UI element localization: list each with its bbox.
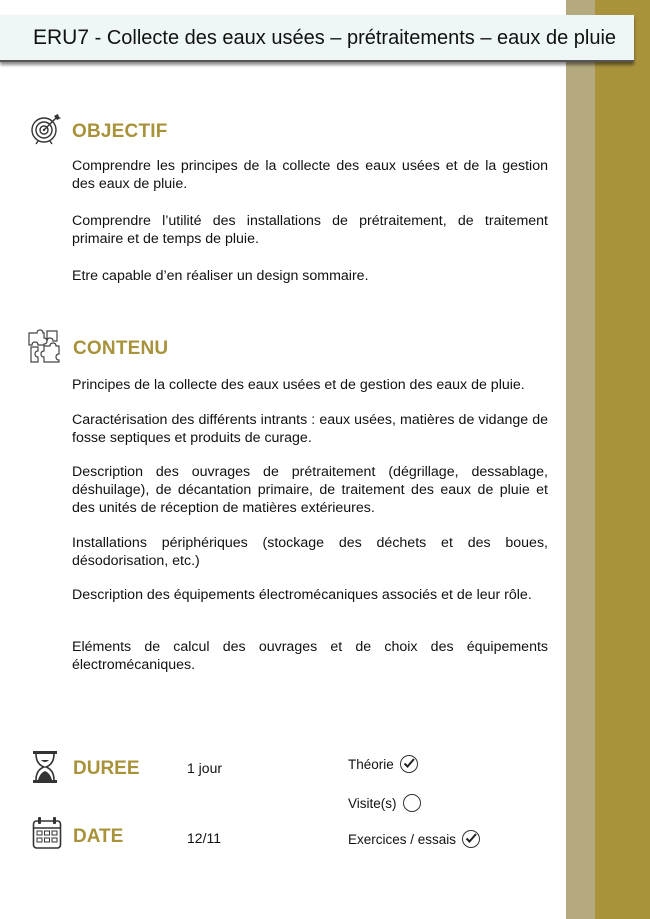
contenu-paragraph-3: Description des ouvrages de prétraitement (dégrillage, dessablage, déshuilage), de décantation primaire, de traitement des eaux de pluie et des unités de réception de matières extérieures. — [72, 464, 548, 516]
contenu-paragraph-6: Eléments de calcul des ouvrages et de choix des équipements électromécaniques. — [72, 639, 548, 673]
check-row-theorie — [348, 755, 418, 773]
check-row-exercices — [348, 830, 480, 848]
calendar-icon — [32, 816, 64, 848]
contenu-heading: CONTENU — [73, 338, 169, 359]
target-icon — [30, 113, 62, 145]
page-header — [0, 15, 634, 62]
duree-label: DUREE — [73, 758, 140, 779]
check-label-theorie: Théorie — [348, 756, 394, 772]
contenu-paragraph-4: Installations périphériques (stockage des déchets et des boues, désodorisation, etc.) — [72, 535, 548, 569]
course-title: Collecte des eaux usées – prétraitements – eaux de pluie — [106, 27, 617, 49]
hourglass-icon — [32, 750, 64, 782]
contenu-paragraph-1: Principes de la collecte des eaux usées et de gestion des eaux de pluie. — [72, 377, 525, 393]
objectif-paragraph-1: Comprendre les principes de la collecte des eaux usées et de la gestion des eaux de pluie. — [72, 158, 548, 192]
check-theorie-icon[interactable] — [400, 755, 418, 773]
check-exercices-icon[interactable] — [462, 830, 480, 848]
check-label-exercices: Exercices / essais — [348, 831, 457, 847]
title-separator: - — [89, 27, 107, 49]
course-code: ERU7 — [33, 26, 90, 49]
contenu-paragraph-5: Description des équipements électromécaniques associés et de leur rôle. — [72, 587, 532, 603]
date-value: 12/11 — [187, 830, 221, 846]
duree-value: 1 jour — [187, 760, 223, 776]
objectif-heading: OBJECTIF — [72, 121, 168, 142]
check-row-visites — [348, 794, 421, 812]
objectif-paragraph-3: Etre capable d’en réaliser un design sommaire. — [72, 268, 369, 284]
page-title — [33, 26, 616, 50]
date-label: DATE — [73, 826, 124, 847]
side-band-light — [566, 0, 595, 919]
contenu-paragraph-2: Caractérisation des différents intrants : eaux usées, matières de vidange de fosse septiques et produits de curage. — [72, 412, 548, 446]
puzzle-icon — [27, 329, 59, 361]
check-visites-icon[interactable] — [403, 794, 421, 812]
check-label-visites: Visite(s) — [348, 795, 397, 811]
objectif-paragraph-2: Comprendre l’utilité des installations de prétraitement, de traitement primaire et de temps de pluie. — [72, 213, 548, 247]
side-band-dark — [595, 0, 650, 919]
